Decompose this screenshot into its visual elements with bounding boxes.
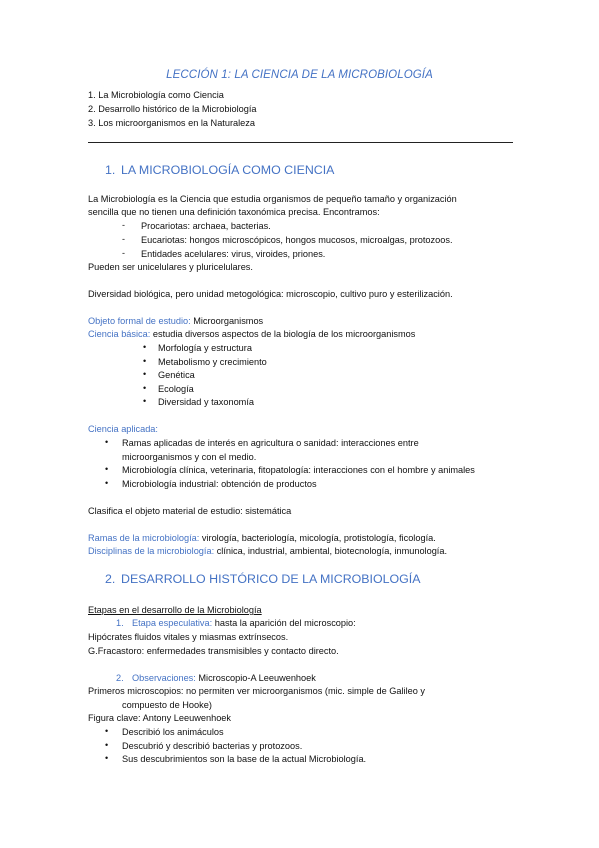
etapa-1-value: hasta la aparición del microscopio: [212,618,356,628]
aplicada-label: Ciencia aplicada: [88,424,158,434]
disciplinas-value: clínica, industrial, ambiental, biotecnología, inmunología. [214,546,448,556]
basica-item: Diversidad y taxonomía [158,397,255,407]
primeros-line: Primeros microscopios: no permiten ver microorganismos (mic. simple de Galileo y [88,686,425,696]
etapas-title: Etapas en el desarrollo de la Microbiología [88,605,262,615]
bullet-icon [105,478,108,488]
section-2-heading: DESARROLLO HISTÓRICO DE LA MICROBIOLOGÍA [121,572,421,586]
bullet-icon [105,740,108,750]
toc-item: 2. Desarrollo histórico de la Microbiología [88,104,257,114]
dash-bullet: - [122,220,125,230]
toc-item: 1. La Microbiología como Ciencia [88,90,224,100]
hipocrates-line: Hipócrates fluidos vitales y miasmas extrínsecos. [88,632,289,642]
section-2-number: 2. [105,572,116,586]
etapa-1-label: Etapa especulativa: [132,618,213,628]
basica-line [88,328,415,340]
bullet-icon [143,369,146,379]
figura-line: Figura clave: Antony Leeuwenhoek [88,713,232,723]
objeto-label: Objeto formal de estudio: [88,316,191,326]
bullet-icon [105,753,108,763]
etapa-2-label: Observaciones: [132,673,196,683]
primeros-line-cont: compuesto de Hooke) [122,700,212,710]
disciplinas-label: Disciplinas de la microbiología: [88,546,215,556]
bullet-icon [143,342,146,352]
basica-item: Ecología [158,384,194,394]
bullet-icon [105,464,108,474]
aplicada-item: Microbiología clínica, veterinaria, fitopatología: interacciones con el hombre y animales [122,465,475,475]
aplicada-item: Ramas aplicadas de interés en agricultura o sanidad: interacciones entre [122,438,419,448]
toc-item: 3. Los microorganismos en la Naturaleza [88,118,255,128]
intro-line: sencilla que no tienen una definición taxonómica precisa. Encontramos: [88,207,380,217]
clasifica-line: Clasifica el objeto material de estudio: sistemática [88,506,292,516]
etapa-1-number: 1. [116,618,124,628]
type-item: Procariotas: archaea, bacterias. [141,221,271,231]
leeuwenhoek-item: Sus descubrimientos son la base de la actual Microbiología. [122,754,367,764]
lesson-title: LECCIÓN 1: LA CIENCIA DE LA MICROBIOLOGÍA [166,69,433,81]
intro-line: La Microbiología es la Ciencia que estudia organismos de pequeño tamaño y organización [88,194,457,204]
ramas-label: Ramas de la microbiología: [88,533,200,543]
basica-label: Ciencia básica: [88,329,151,339]
dash-bullet: - [122,248,125,258]
unicelular-line: Pueden ser unicelulares y pluricelulares. [88,262,253,272]
type-item: Entidades acelulares: virus, viroides, priones. [141,249,326,259]
leeuwenhoek-item: Descubrió y describió bacterias y protozoos. [122,741,303,751]
basica-item: Morfología y estructura [158,343,252,353]
fracastoro-line: G.Fracastoro: enfermedades transmisibles y contacto directo. [88,646,339,656]
etapa-1-line [132,617,356,629]
etapa-2-number: 2. [116,673,124,683]
bullet-icon [143,356,146,366]
basica-item: Metabolismo y crecimiento [158,357,267,367]
aplicada-item-cont: microorganismos y con el medio. [122,452,257,462]
diversity-line: Diversidad biológica, pero unidad metogológica: microscopio, cultivo puro y esterilización. [88,289,453,299]
section-1-heading: LA MICROBIOLOGÍA COMO CIENCIA [121,163,335,177]
etapa-2-line [132,672,316,684]
leeuwenhoek-item: Describió los animáculos [122,727,224,737]
bullet-icon [143,396,146,406]
ramas-line [88,532,436,544]
dash-bullet: - [122,234,125,244]
divider [88,142,513,143]
type-item: Eucariotas: hongos microscópicos, hongos mucosos, microalgas, protozoos. [141,235,453,245]
etapa-2-value: Microscopio-A Leeuwenhoek [195,673,316,683]
basica-item: Genética [158,370,195,380]
aplicada-item: Microbiología industrial: obtención de productos [122,479,317,489]
basica-value: estudia diversos aspectos de la biología de los microorganismos [150,329,416,339]
bullet-icon [143,383,146,393]
objeto-value: Microorganismos [190,316,264,326]
objeto-line [88,315,263,327]
ramas-value: virología, bacteriología, micología, protistología, ficología. [199,533,436,543]
bullet-icon [105,726,108,736]
section-1-number: 1. [105,163,116,177]
disciplinas-line [88,545,447,557]
bullet-icon [105,437,108,447]
